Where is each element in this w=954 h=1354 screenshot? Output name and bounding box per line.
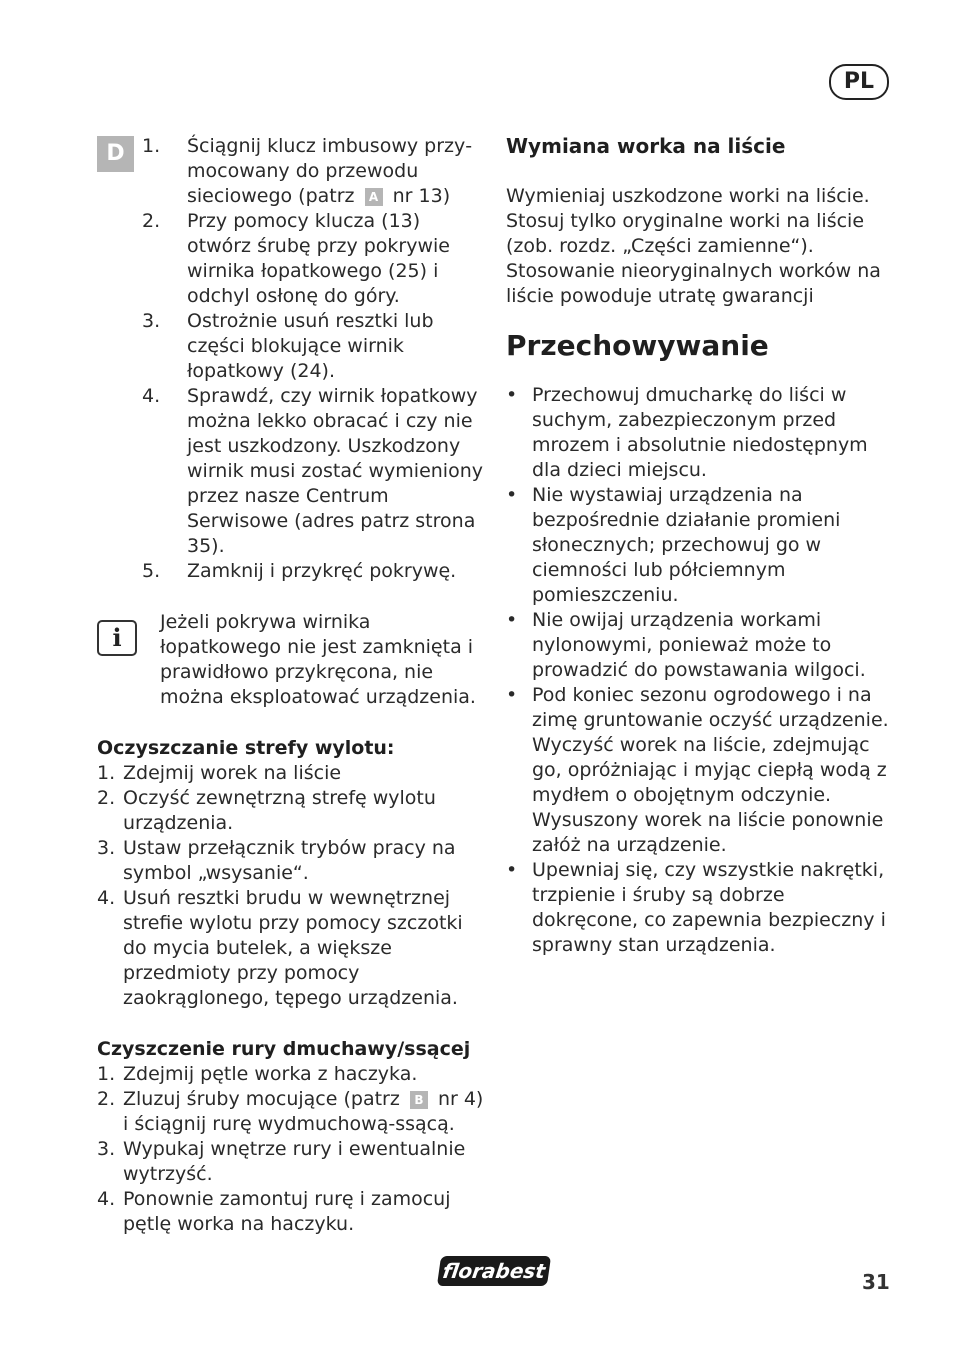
bullet-marker: • <box>506 859 518 881</box>
list-item <box>97 1187 487 1237</box>
bag-replacement-heading: Wymiana worka na liście <box>506 134 786 158</box>
item-text-part: nr 4) i ściągnij rurę wydmuchową-ssącą. <box>123 1088 484 1135</box>
list-item <box>97 886 487 1011</box>
item-text-part: Zluzuj śruby mocujące (patrz <box>123 1088 400 1110</box>
outlet-cleaning-heading: Oczyszczanie strefy wylotu: <box>97 737 395 759</box>
list-item <box>97 836 487 886</box>
bullet-marker: • <box>506 484 518 506</box>
item-text: Ponownie zamontuj rurę i zamocuj pętlę worka na haczyku. <box>123 1188 451 1235</box>
list-item <box>506 383 896 483</box>
section-marker-d: D <box>97 136 134 172</box>
brand-logo: florabest <box>437 1256 551 1286</box>
bullet-marker: • <box>506 384 518 406</box>
item-number: 4. <box>97 1188 116 1210</box>
list-item <box>97 1137 487 1187</box>
rotor-cleaning-steps <box>97 134 487 584</box>
item-number: 3. <box>97 837 116 859</box>
bullet-text: Nie owijaj urządzenia workami nylonowymi, ponieważ może to prowadzić do powstawania wilgoci. <box>532 609 866 681</box>
list-item <box>97 1087 487 1137</box>
item-number: 1. <box>97 762 116 784</box>
list-item <box>97 761 487 786</box>
item-number: 1. <box>97 1063 116 1085</box>
step-number: 5. <box>142 560 161 582</box>
bullet-marker: • <box>506 609 518 631</box>
list-item <box>97 209 487 309</box>
item-text: Usuń resztki brudu w wewnętrznej strefie wylotu przy pomocy szczotki do mycia butelek, a większe przedmioty przy pomocy zaokrąglonego, tępego urządzenia. <box>123 887 463 1009</box>
item-text: Oczyść zewnętrzną strefę wylotu urządzenia. <box>123 787 436 834</box>
list-item <box>506 683 896 858</box>
bullet-text: Nie wystawiaj urządzenia na bezpośrednie działanie promieni słonecznych; przechowuj go w ciemności lub półciemnym pomieszczeniu. <box>532 484 841 606</box>
list-item <box>97 309 487 384</box>
info-text: Jeżeli pokrywa wirnika łopatkowego nie jest zamknięta i prawidłowo przykręcona, nie można eksploatować urządzenia. <box>160 611 476 708</box>
bullet-text: Upewniaj się, czy wszystkie nakrętki, trzpienie i śruby są dobrze dokręcone, co zapewnia bezpieczny i sprawny stan urządzenia. <box>532 859 886 956</box>
step-text <box>187 134 487 209</box>
step-text: Sprawdź, czy wirnik łopatkowy można lekko obracać i czy nie jest uszkodzony. Uszkodzony wirnik musi zostać wymieniony przez nasze Centrum Serwisowe (adres patrz strona 35). <box>187 385 483 557</box>
list-item <box>506 608 896 683</box>
item-text: Wypukaj wnętrze rury i ewentualnie wytrzyść. <box>123 1138 466 1185</box>
step-text: Przy pomocy klucza (13) otwórz śrubę przy pokrywie wirnika łopatkowego (25) i odchyl osłonę do góry. <box>187 210 450 307</box>
list-item <box>97 786 487 836</box>
storage-heading: Przechowywanie <box>506 329 769 362</box>
list-item <box>97 559 487 584</box>
step-number: 3. <box>142 310 161 332</box>
step-text: Ostrożnie usuń resztki lub części blokujące wirnik łopatkowy (24). <box>187 310 434 382</box>
item-text: Zdejmij worek na liście <box>123 762 342 784</box>
left-column <box>97 134 487 1237</box>
language-badge: PL <box>829 64 889 100</box>
figure-marker-b: B <box>410 1091 428 1109</box>
tube-cleaning-heading: Czyszczenie rury dmuchawy/ssącej <box>97 1038 471 1060</box>
info-note <box>97 610 487 710</box>
item-number: 3. <box>97 1138 116 1160</box>
list-item <box>506 858 896 958</box>
bullet-text: Pod koniec sezonu ogrodowego i na zimę gruntowanie oczyść urządzenie. Wyczyść worek na liście, zdejmując go, opróżniając i myjąc ciepłą wodą z mydłem o obojętnym odczynie. Wysuszony worek na liście ponownie załóż na urządzenie. <box>532 684 889 856</box>
step-number: 4. <box>142 385 161 407</box>
storage-list <box>506 383 896 958</box>
step-text-part: Ściągnij klucz imbusowy przymocowany do przewodu sieciowego (patrz <box>187 135 473 207</box>
bag-replacement-text: Wymieniaj uszkodzone worki na liście. Stosuj tylko oryginalne worki na liście (zob. rozdz. „Części zamienne“). Stosowanie nieoryginalnych worków na liście powoduje utratę gwarancji <box>506 185 881 307</box>
outlet-cleaning-steps <box>97 761 487 1011</box>
list-item <box>97 1062 487 1087</box>
list-item <box>506 483 896 608</box>
bullet-marker: • <box>506 684 518 706</box>
item-number: 2. <box>97 1088 116 1110</box>
step-number: 1. <box>142 135 161 157</box>
item-text: Zdejmij pętle worka z haczyka. <box>123 1063 418 1085</box>
figure-marker-a: A <box>365 188 383 206</box>
item-text <box>123 1087 487 1137</box>
tube-cleaning-steps <box>97 1062 487 1237</box>
item-number: 4. <box>97 887 116 909</box>
item-text: Ustaw przełącznik trybów pracy na symbol „wsysanie“. <box>123 837 456 884</box>
list-item <box>97 134 487 209</box>
right-column <box>506 134 896 958</box>
list-item <box>97 384 487 559</box>
page-number: 31 <box>862 1270 890 1294</box>
item-number: 2. <box>97 787 116 809</box>
step-number: 2. <box>142 210 161 232</box>
step-text-part: nr 13) <box>392 185 451 207</box>
bullet-text: Przechowuj dmucharkę do liści w suchym, zabezpieczonym przed mrozem i absolutnie niedostępnym dla dzieci miejscu. <box>532 384 868 481</box>
step-text: Zamknij i przykręć pokrywę. <box>187 560 457 582</box>
info-icon: i <box>97 620 137 656</box>
